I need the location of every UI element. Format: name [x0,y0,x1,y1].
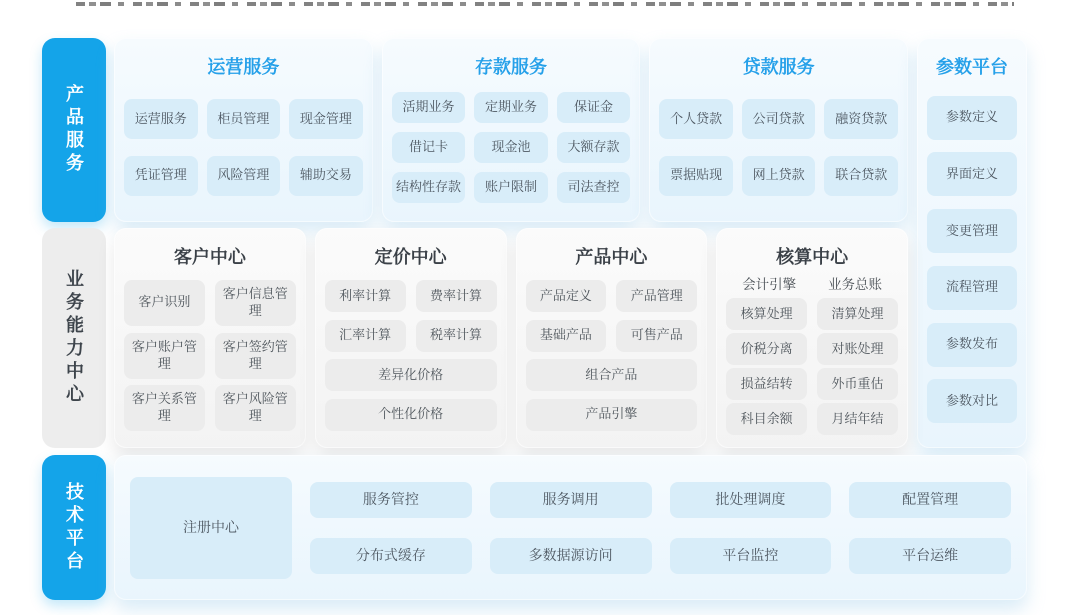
group-title: 客户中心 [173,247,246,267]
registry-center-cell: 注册中心 [130,477,292,579]
service-cell: 活期业务 [392,92,466,123]
group-cells [659,83,898,212]
capability-cell: 差异化价格 [325,359,497,391]
tech-cell: 平台运维 [849,538,1011,574]
service-cell: 定期业务 [474,92,548,123]
capability-cell: 对账处理 [817,333,898,365]
tech-cell: 多数据源访问 [490,538,652,574]
capability-cell: 月结年结 [817,403,898,435]
accounting-subheaders [726,273,898,295]
capability-cell: 产品引擎 [526,399,698,431]
group-title: 贷款服务 [742,57,815,77]
tech-cell: 配置管理 [849,482,1011,518]
capability-cell: 个性化价格 [325,399,497,431]
service-cell: 参数定义 [927,96,1017,140]
group-pricing-center [315,228,507,448]
band-business-capability [42,228,908,448]
group-cells [124,83,363,212]
capability-cell: 科目余额 [726,403,807,435]
capability-cell: 价税分离 [726,333,807,365]
sidebar-product-services [42,38,106,222]
group-title: 参数平台 [936,57,1008,77]
service-cell: 保证金 [557,92,631,123]
service-cell: 融资贷款 [824,99,898,139]
capability-cell: 客户风险管理 [215,385,296,431]
group-title: 产品中心 [575,247,648,267]
service-cell: 公司贷款 [742,99,816,139]
product-groups [114,38,908,222]
service-cell: 流程管理 [927,266,1017,310]
group-cells [325,273,497,438]
capability-cell: 组合产品 [526,359,698,391]
group-cells [726,295,898,438]
service-cell: 变更管理 [927,209,1017,253]
service-cell: 参数发布 [927,323,1017,367]
capability-cell: 可售产品 [616,320,697,352]
service-cell: 司法查控 [557,172,631,203]
group-deposit-services [382,38,641,222]
tech-platform-panel [114,455,1027,600]
group-product-center [516,228,708,448]
capability-cell: 客户账户管理 [124,333,205,379]
group-title: 定价中心 [374,247,447,267]
service-cell: 运营服务 [124,99,198,139]
capability-cell: 清算处理 [817,298,898,330]
service-cell: 大额存款 [557,132,631,163]
tech-cell: 分布式缓存 [310,538,472,574]
capability-cell: 外币重估 [817,368,898,400]
group-title: 存款服务 [475,57,547,77]
tech-cell: 服务管控 [310,482,472,518]
subheader-accounting-engine: 会计引擎 [742,277,797,292]
capability-cell: 产品管理 [616,280,697,312]
group-title: 核算中心 [776,247,849,267]
sidebar-tech-platform [42,455,106,600]
service-cell: 票据贴现 [659,156,733,196]
service-cell: 联合贷款 [824,156,898,196]
group-loan-services [649,38,908,222]
tech-cell: 批处理调度 [670,482,832,518]
capability-cell: 客户信息管理 [215,280,296,326]
group-cells [526,273,698,438]
tech-cell: 服务调用 [490,482,652,518]
service-cell: 现金管理 [289,99,363,139]
tech-platform-grid [310,477,1011,578]
subheader-business-ledger: 业务总账 [828,277,883,292]
service-cell: 风险管理 [207,156,281,196]
service-cell: 网上贷款 [742,156,816,196]
sidebar-product-services-label: 产品服务 [64,84,84,176]
band-tech-platform [42,455,1027,600]
service-cell: 界面定义 [927,152,1017,196]
group-parameter-platform [917,38,1027,448]
group-accounting-center [716,228,908,448]
capability-cell: 损益结转 [726,368,807,400]
service-cell: 个人贷款 [659,99,733,139]
sidebar-business-capability-label: 业务能力中心 [64,269,84,407]
service-cell: 凭证管理 [124,156,198,196]
capability-cell: 利率计算 [325,280,406,312]
capability-cell: 费率计算 [416,280,497,312]
group-cells [124,273,296,438]
capability-cell: 产品定义 [526,280,607,312]
cropped-caption-text [76,0,1014,6]
tech-cell: 平台监控 [670,538,832,574]
capability-cell: 客户关系管理 [124,385,205,431]
service-cell: 参数对比 [927,379,1017,423]
capability-cell: 税率计算 [416,320,497,352]
group-customer-center [114,228,306,448]
capability-cell: 汇率计算 [325,320,406,352]
capability-cell: 客户签约管理 [215,333,296,379]
band-product-services [42,38,908,222]
service-cell: 柜员管理 [207,99,281,139]
capability-cell: 核算处理 [726,298,807,330]
service-cell: 现金池 [474,132,548,163]
group-operations-services [114,38,373,222]
service-cell: 结构性存款 [392,172,466,203]
sidebar-tech-platform-label: 技术平台 [64,481,84,574]
service-cell: 账户限制 [474,172,548,203]
service-cell: 辅助交易 [289,156,363,196]
capability-cell: 客户识别 [124,280,205,326]
group-cells [392,83,631,212]
capability-cell: 基础产品 [526,320,607,352]
sidebar-business-capability [42,228,106,448]
service-cell: 借记卡 [392,132,466,163]
capability-groups [114,228,908,448]
group-title: 运营服务 [207,57,280,77]
group-cells [927,83,1017,436]
